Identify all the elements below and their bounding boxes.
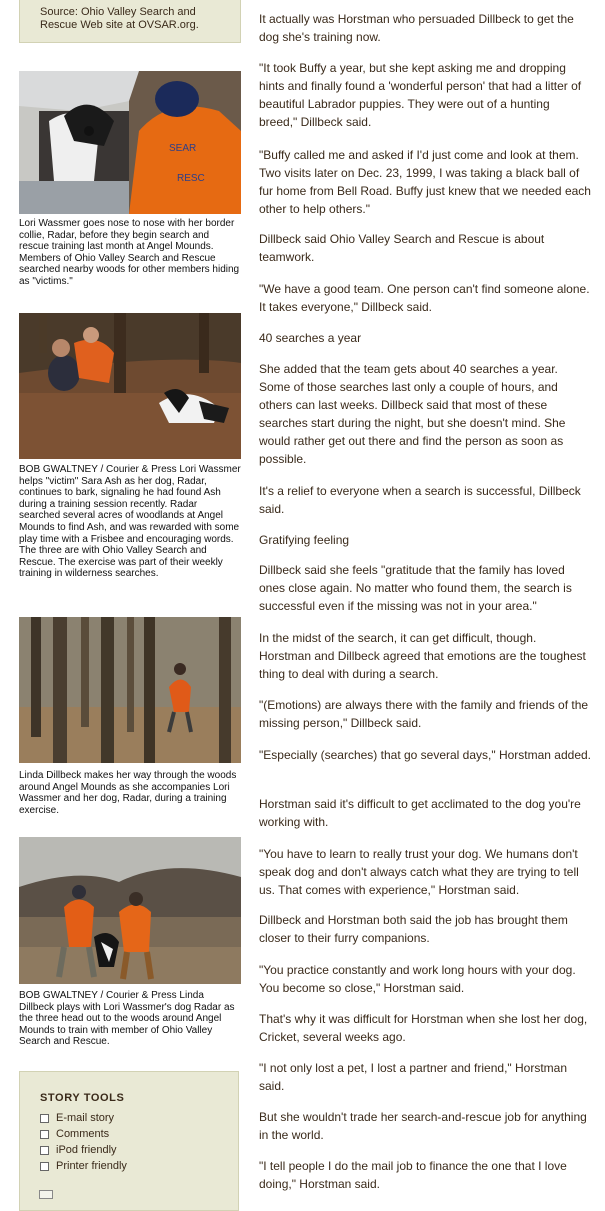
story-tool-comments[interactable]: Comments — [40, 1126, 228, 1142]
article-paragraph: She added that the team gets about 40 searches a year. Some of those searches last only a couple of hours, and others can last weeks. Dillbeck said that most of these searches start during the night, but she doesn't mind. She would rather get out there and find the person as soon as possible. — [259, 362, 566, 466]
article-paragraph: But she wouldn't trade her search-and-rescue job for anything in the world. — [259, 1110, 587, 1142]
story-tool-ipod[interactable]: iPod friendly — [40, 1142, 228, 1158]
article-paragraph: It actually was Horstman who persuaded Dillbeck to get the dog she's training now. — [259, 12, 574, 44]
photo-caption-2: BOB GWALTNEY / Courier & Press Lori Wassmer helps "victim" Sara Ash as her dog, Radar, continues to bark, signaling he had found Ash during a training session recently. Radar searched several acres of woodlands at Angel Mounds to find Ash, and was rewarded with some play time with a Frisbee and encouraging words. The three are with Ohio Valley Search and Rescue. The exercise was part of their weekly training in wilderness searches. — [19, 464, 241, 580]
article-paragraph: "(Emotions) are always there with the family and friends of the missing person," Dillbeck said. — [259, 698, 589, 730]
checkbox-icon — [40, 1130, 49, 1139]
article-paragraph: "I tell people I do the mail job to finance the one that I love doing," Horstman said. — [259, 1159, 567, 1191]
photo-forest-walk — [19, 617, 241, 763]
sidebar — [19, 0, 241, 43]
article-paragraph: "It took Buffy a year, but she kept asking me and dropping hints and finally found a 'wonderful person' that had a litter of beautiful Labrador puppies. They were out of a hunting breed," Dillbeck said. — [259, 61, 582, 129]
article-paragraph: "We have a good team. One person can't find someone alone. It takes everyone," Dillbeck said. — [259, 282, 590, 314]
article-paragraph: "You have to learn to really trust your dog. We humans don't speak dog and don't always catch what they are trying to tell us. That comes with experience," Horstman said. — [259, 847, 579, 897]
article-subheading: Gratifying feeling — [259, 533, 350, 547]
photo-caption-3: Linda Dillbeck makes her way through the woods around Angel Mounds as she accompanies Lori Wassmer and her dog, Radar, during a training exercise. — [19, 770, 237, 816]
article-paragraph: "You practice constantly and work long hours with your dog. You become so close," Horstman said. — [259, 963, 576, 995]
story-tool-printer[interactable]: Printer friendly — [40, 1158, 228, 1174]
photo-border-collie — [19, 71, 241, 214]
article-paragraph: Dillbeck said Ohio Valley Search and Rescue is about teamwork. — [259, 232, 545, 264]
svg-text:RESC: RESC — [177, 173, 205, 184]
article-paragraph: In the midst of the search, it can get difficult, though. Horstman and Dillbeck agreed that emotions are the toughest thing to deal with during a search. — [259, 631, 586, 681]
article-paragraph: It's a relief to everyone when a search is successful, Dillbeck said. — [259, 484, 581, 516]
checkbox-icon — [40, 1114, 49, 1123]
photo-victim-woods — [19, 313, 241, 459]
article-paragraph: "Especially (searches) that go several days," Horstman added. — [259, 748, 592, 762]
story-tools-title: STORY TOOLS — [40, 1092, 125, 1104]
source-box — [19, 0, 241, 43]
story-tools-list — [40, 1110, 228, 1174]
photo-caption-1: Lori Wassmer goes nose to nose with her border collie, Radar, before they begin search and rescue training last month at Angel Mounds. Members of Ohio Valley Search and Rescue searched nearby woods for other members hiding as "victims." — [19, 218, 240, 287]
document-icon — [39, 1190, 53, 1199]
photo-field-dog — [19, 837, 241, 984]
source-text: Source: Ohio Valley Search and Rescue Web site at OVSAR.org. — [40, 6, 199, 31]
svg-text:SEAR: SEAR — [169, 143, 197, 154]
checkbox-icon — [40, 1162, 49, 1171]
photo-caption-4: BOB GWALTNEY / Courier & Press Linda Dillbeck plays with Lori Wassmer's dog Radar as the three head out to the woods around Angel Mounds to train with member of Ohio Valley Search and Rescue. — [19, 990, 235, 1048]
story-tool-email[interactable]: E-mail story — [40, 1110, 228, 1126]
article-paragraph: That's why it was difficult for Horstman when she lost her dog, Cricket, several weeks ago. — [259, 1012, 588, 1044]
article-paragraph: Dillbeck said she feels "gratitude that the family has loved ones close again. No matter who found them, the search is successful even if the missing was not in your area." — [259, 563, 572, 613]
article-subheading: 40 searches a year — [259, 331, 362, 345]
article-paragraph: "I not only lost a pet, I lost a partner and friend," Horstman said. — [259, 1061, 568, 1093]
article-paragraph: "Buffy called me and asked if I'd just come and look at them. Two visits later on Dec. 23, 1999, I was taking a black ball of fur home from Bell Road. Buffy just knew that we needed each other to help others." — [259, 148, 591, 216]
article-paragraph: Horstman said it's difficult to get acclimated to the dog you're working with. — [259, 797, 581, 829]
checkbox-icon — [40, 1146, 49, 1155]
article-paragraph: Dillbeck and Horstman both said the job has brought them closer to their furry companions. — [259, 913, 568, 945]
